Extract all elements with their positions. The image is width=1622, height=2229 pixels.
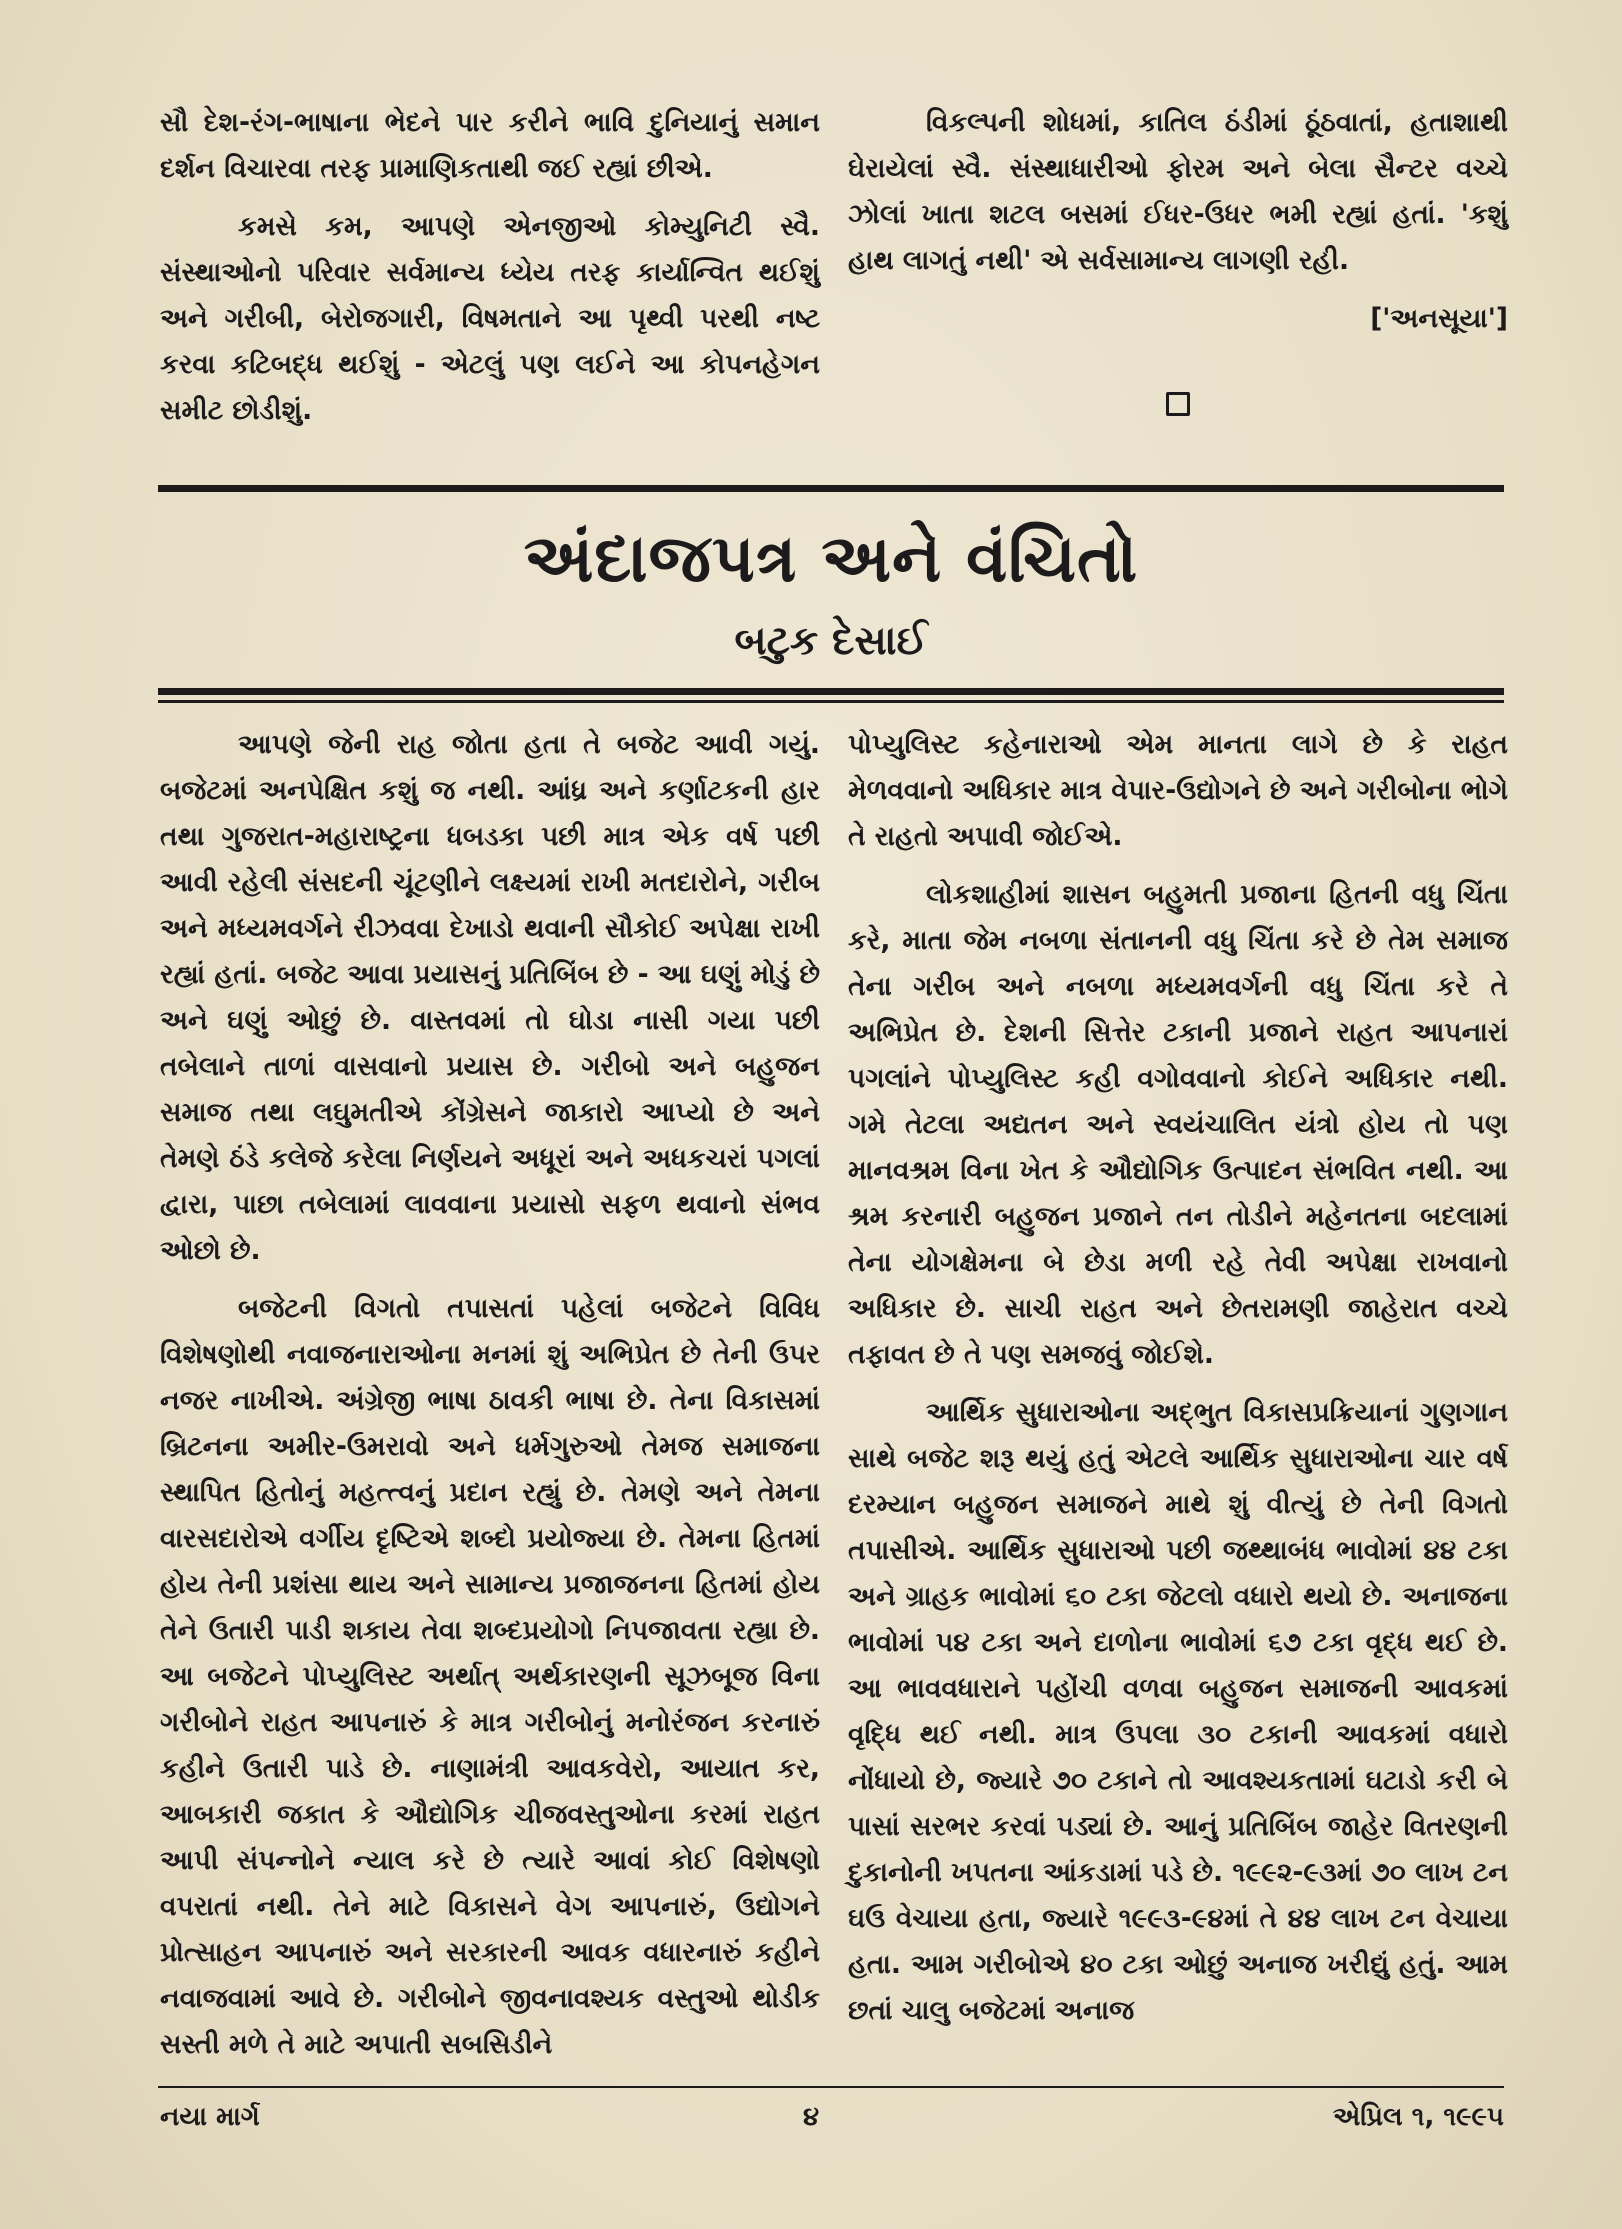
paragraph: સૌ દેશ-રંગ-ભાષાના ભેદને પાર કરીને ભાવિ દુનિયાનું સમાન દર્શન વિચારવા તરફ પ્રામાણિકતાથી જઈ રહ્યાં છીએ. bbox=[160, 107, 820, 184]
source-credit: ['અનસૂયા'] bbox=[1370, 303, 1508, 334]
footer-rule bbox=[158, 2086, 1504, 2088]
paragraph-continuation: પોપ્યુલિસ્ટ કહેનારાઓ એમ માનતા લાગે છે કે રાહત મેળવવાનો અધિકાર માત્ર વેપાર-ઉદ્યોગને છે અને ગરીબોના ભોગે તે રાહતો અપાવી જોઈએ. bbox=[848, 729, 1508, 852]
article-left-column bbox=[160, 722, 820, 2080]
footer-date: એપ્રિલ ૧, ૧૯૯૫ bbox=[1332, 2102, 1504, 2132]
top-right-column bbox=[848, 100, 1508, 342]
top-left-column bbox=[160, 100, 820, 446]
paragraph: આપણે જેની રાહ જોતા હતા તે બજેટ આવી ગયું. બજેટમાં અનપેક્ષિત કશું જ નથી. આંધ્ર અને કર્ણાટકની હાર તથા ગુજરાત-મહારાષ્ટ્રના ધબડકા પછી માત્ર એક વર્ષ પછી આવી રહેલી સંસદની ચૂંટણીને લક્ષ્યમાં રાખી મતદારોને, ગરીબ અને મધ્યમવર્ગને રીઝવવા દેખાડો થવાની સૌકોઈ અપેક્ષા રાખી રહ્યાં હતાં. બજેટ આવા પ્રયાસનું પ્રતિબિંબ છે - આ ઘણું મોડું છે અને ઘણું ઓછું છે. વાસ્તવમાં તો ઘોડા નાસી ગયા પછી તબેલાને તાળાં વાસવાનો પ્રયાસ છે. ગરીબો અને બહુજન સમાજ તથા લઘુમતીએ કોંગ્રેસને જાકારો આપ્યો છે અને તેમણે ઠંડે કલેજે કરેલા નિર્ણયને અધૂરાં અને અધકચરાં પગલાં દ્વારા, પાછા તબેલામાં લાવવાના પ્રયાસો સફળ થવાનો સંભવ ઓછો છે. bbox=[160, 729, 820, 1266]
article-author: બટુક દેસાઈ bbox=[734, 618, 928, 664]
paragraph: બજેટની વિગતો તપાસતાં પહેલાં બજેટને વિવિધ વિશેષણોથી નવાજનારાઓના મનમાં શું અભિપ્રેત છે તેની ઉપર નજર નાખીએ. અંગ્રેજી ભાષા ઠાવકી ભાષા છે. તેના વિકાસમાં બ્રિટનના અમીર-ઉમરાવો અને ધર્મગુરુઓ તેમજ સમાજના સ્થાપિત હિતોનું મહત્ત્વનું પ્રદાન રહ્યું છે. તેમણે અને તેમના વારસદારોએ વર્ગીય દૃષ્ટિએ શબ્દો પ્રયોજ્યા છે. તેમના હિતમાં હોય તેની પ્રશંસા થાય અને સામાન્ય પ્રજાજનના હિતમાં હોય તેને ઉતારી પાડી શકાય તેવા શબ્દપ્રયોગો નિપજાવતા રહ્યા છે. આ બજેટને પોપ્યુલિસ્ટ અર્થાત્ અર્થકારણની સૂઝબૂજ વિના ગરીબોને રાહત આપનારું કે માત્ર ગરીબોનું મનોરંજન કરનારું કહીને ઉતારી પાડે છે. નાણામંત્રી આવકવેરો, આયાત કર, આબકારી જકાત કે ઔદ્યોગિક ચીજવસ્તુઓના કરમાં રાહત આપી સંપન્નોને ન્યાલ કરે છે ત્યારે આવાં કોઈ વિશેષણો વપરાતાં નથી. તેને માટે વિકાસને વેગ આપનારું, ઉદ્યોગને પ્રોત્સાહન આપનારું અને સરકારની આવક વધારનારું કહીને નવાજવામાં આવે છે. ગરીબોને જીવનાવશ્યક વસ્તુઓ થોડીક સસ્તી મળે તે માટે અપાતી સબસિડીને bbox=[160, 1293, 820, 2060]
footer-magazine-name: નયા માર્ગ bbox=[160, 2102, 260, 2132]
end-mark-icon bbox=[1166, 392, 1190, 416]
footer-page-number: ૪ bbox=[802, 2102, 820, 2132]
article-right-column bbox=[848, 722, 1508, 2046]
paragraph: આર્થિક સુધારાઓના અદ્ભુત વિકાસપ્રક્રિયાનાં ગુણગાન સાથે બજેટ શરૂ થયું હતું એટલે આર્થિક સુધારાઓના ચાર વર્ષ દરમ્યાન બહુજન સમાજને માથે શું વીત્યું છે તેની વિગતો તપાસીએ. આર્થિક સુધારાઓ પછી જથ્થાબંધ ભાવોમાં ૪૪ ટકા અને ગ્રાહક ભાવોમાં ૬૦ ટકા જેટલો વધારો થયો છે. અનાજના ભાવોમાં ૫૪ ટકા અને દાળોના ભાવોમાં ૬૭ ટકા વૃદ્ધ થઈ છે. આ ભાવવધારાને પહોંચી વળવા બહુજન સમાજની આવકમાં વૃદ્ધિ થઈ નથી. માત્ર ઉપલા ૩૦ ટકાની આવકમાં વધારો નોંધાયો છે, જ્યારે ૭૦ ટકાને તો આવશ્યકતામાં ઘટાડો કરી બે પાસાં સરભર કરવાં પડ્યાં છે. આનું પ્રતિબિંબ જાહેર વિતરણની દુકાનોની ખપતના આંકડામાં પડે છે. ૧૯૯૨-૯૩માં ૭૦ લાખ ટન ઘઉ વેચાયા હતા, જ્યારે ૧૯૯૩-૯૪માં તે ૪૪ લાખ ટન વેચાયા હતા. આમ ગરીબોએ ૪૦ ટકા ઓછું અનાજ ખરીદ્યું હતું. આમ છતાં ચાલુ બજેટમાં અનાજ bbox=[848, 1397, 1508, 2026]
section-divider bbox=[158, 485, 1504, 492]
title-rule-thick bbox=[158, 688, 1504, 695]
paragraph: કમસે કમ, આપણે એનજીઓ કોમ્યુનિટી સ્વૈ. સંસ્થાઓનો પરિવાર સર્વમાન્ય ધ્યેય તરફ કાર્યાન્વિત થઈશું અને ગરીબી, બેરોજગારી, વિષમતાને આ પૃથ્વી પરથી નષ્ટ કરવા કટિબદ્ધ થઈશું - એટલું પણ લઈને આ કોપનહેગન સમીટ છોડીશું. bbox=[160, 211, 820, 426]
paragraph: વિકલ્પની શોધમાં, કાતિલ ઠંડીમાં ઠૂંઠવાતાં, હતાશાથી ઘેરાયેલાં સ્વૈ. સંસ્થાધારીઓ ફોરમ અને બેલા સૈન્ટર વચ્ચે ઝોલાં ખાતા શટલ બસમાં ઈધર-ઉધર ભમી રહ્યાં હતાં. 'કશું હાથ લાગતું નથી' એ સર્વસામાન્ય લાગણી રહી. bbox=[848, 107, 1508, 276]
title-rule-thin bbox=[158, 700, 1504, 703]
article-title: અંદાજપત્ર અને વંચિતો bbox=[523, 520, 1139, 597]
paragraph: લોકશાહીમાં શાસન બહુમતી પ્રજાના હિતની વધુ ચિંતા કરે, માતા જેમ નબળા સંતાનની વધુ ચિંતા કરે છે તેમ સમાજ તેના ગરીબ અને નબળા મધ્યમવર્ગની વધુ ચિંતા કરે તે અભિપ્રેત છે. દેશની સિત્તેર ટકાની પ્રજાને રાહત આપનારાં પગલાંને પોપ્યુલિસ્ટ કહી વગોવવાનો કોઈને અધિકાર નથી. ગમે તેટલા અદ્યતન અને સ્વયંચાલિત યંત્રો હોય તો પણ માનવશ્રમ વિના ખેત કે ઔદ્યોગિક ઉત્પાદન સંભવિત નથી. આ શ્રમ કરનારી બહુજન પ્રજાને તન તોડીને મહેનતના બદલામાં તેના યોગક્ષેમના બે છેડા મળી રહે તેવી અપેક્ષા રાખવાનો અધિકાર છે. સાચી રાહત અને છેતરામણી જાહેરાત વચ્ચે તફાવત છે તે પણ સમજવું જોઈશે. bbox=[848, 879, 1508, 1370]
